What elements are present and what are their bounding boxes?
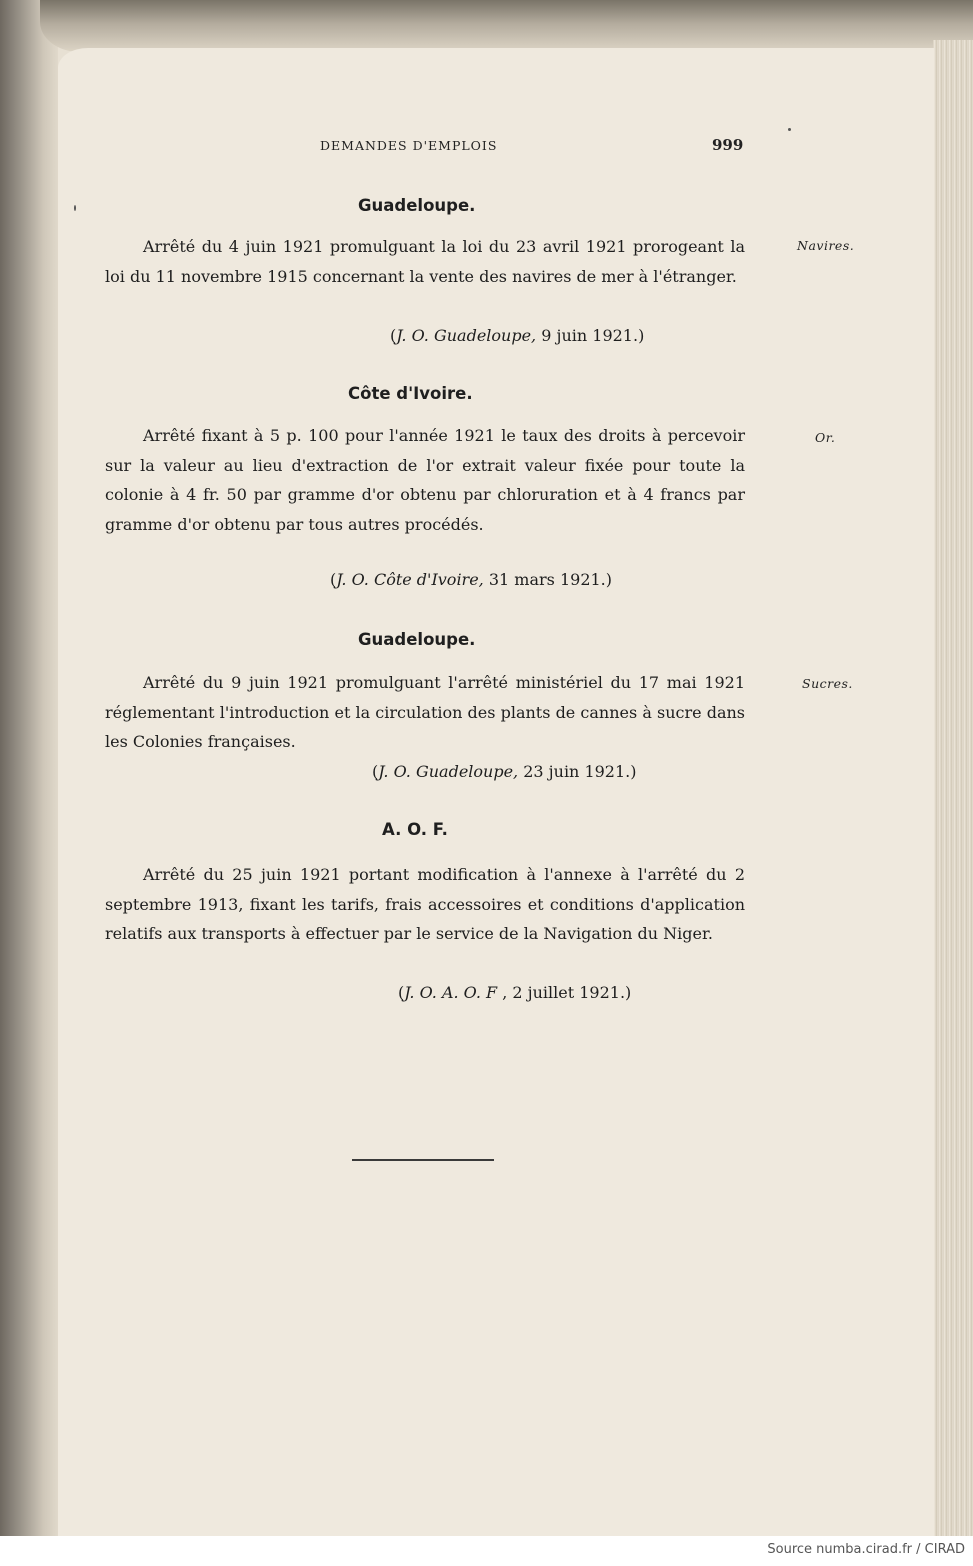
- paper-speck: [74, 205, 76, 211]
- section-title-aof: A. O. F.: [382, 820, 448, 839]
- citation-aof: (J. O. A. O. F , 2 juillet 1921.): [398, 983, 632, 1002]
- page-number: 999: [712, 136, 744, 154]
- source-credit: Source numba.cirad.fr / CIRAD: [767, 1542, 965, 1557]
- citation-guadeloupe-2: (J. O. Guadeloupe, 23 juin 1921.): [372, 762, 637, 781]
- citation-journal: J. O. Côte d'Ivoire,: [336, 570, 484, 589]
- book-top-edge: [40, 0, 973, 52]
- section-text-guadeloupe-2: Arrêté du 9 juin 1921 promulguant l'arrêté ministériel du 17 mai 1921 réglementant l'introduction et la circulation des plants de cannes à sucre dans les Colonies françaises.: [105, 673, 745, 751]
- citation-journal: J. O. Guadeloupe,: [378, 762, 519, 781]
- citation-date: 31 mars 1921.): [483, 570, 612, 589]
- margin-note-sucres: Sucres.: [802, 676, 853, 691]
- book-page-stack: [933, 40, 973, 1536]
- citation-date: 9 juin 1921.): [536, 326, 645, 345]
- citation-journal: J. O. Guadeloupe,: [396, 326, 537, 345]
- running-head: DEMANDES D'EMPLOIS: [320, 138, 498, 153]
- section-title-cote-ivoire: Côte d'Ivoire.: [348, 384, 473, 403]
- margin-note-or: Or.: [815, 430, 836, 445]
- paper-speck: [788, 128, 791, 131]
- section-title-guadeloupe-1: Guadeloupe.: [358, 196, 476, 215]
- section-text-aof: Arrêté du 25 juin 1921 portant modification à l'annexe à l'arrêté du 2 septembre 1913, fixant les tarifs, frais accessoires et conditions d'application relatifs aux transports à effectuer par le service de la Navigation du Niger.: [105, 865, 745, 943]
- citation-guadeloupe-1: (J. O. Guadeloupe, 9 juin 1921.): [390, 326, 645, 345]
- citation-date: 23 juin 1921.): [518, 762, 637, 781]
- section-text-cote-ivoire: Arrêté fixant à 5 p. 100 pour l'année 1921 le taux des droits à percevoir sur la valeur au lieu d'extraction de l'or extrait valeur fixée pour toute la colonie à 4 fr. 50 par gramme d'or obtenu par chloruration et à 4 francs par gramme d'or obtenu par tous autres procédés.: [105, 426, 745, 534]
- citation-journal: J. O. A. O. F: [404, 983, 498, 1002]
- margin-note-navires: Navires.: [797, 238, 855, 253]
- book-binding-edge: [0, 0, 58, 1536]
- citation-date: , 2 juillet 1921.): [497, 983, 632, 1002]
- section-text-guadeloupe-1: Arrêté du 4 juin 1921 promulguant la loi du 23 avril 1921 prorogeant la loi du 11 novembre 1915 concernant la vente des navires de mer à l'étranger.: [105, 237, 745, 286]
- end-rule: [352, 1159, 494, 1161]
- section-title-guadeloupe-2: Guadeloupe.: [358, 630, 476, 649]
- citation-cote-ivoire: (J. O. Côte d'Ivoire, 31 mars 1921.): [330, 570, 612, 589]
